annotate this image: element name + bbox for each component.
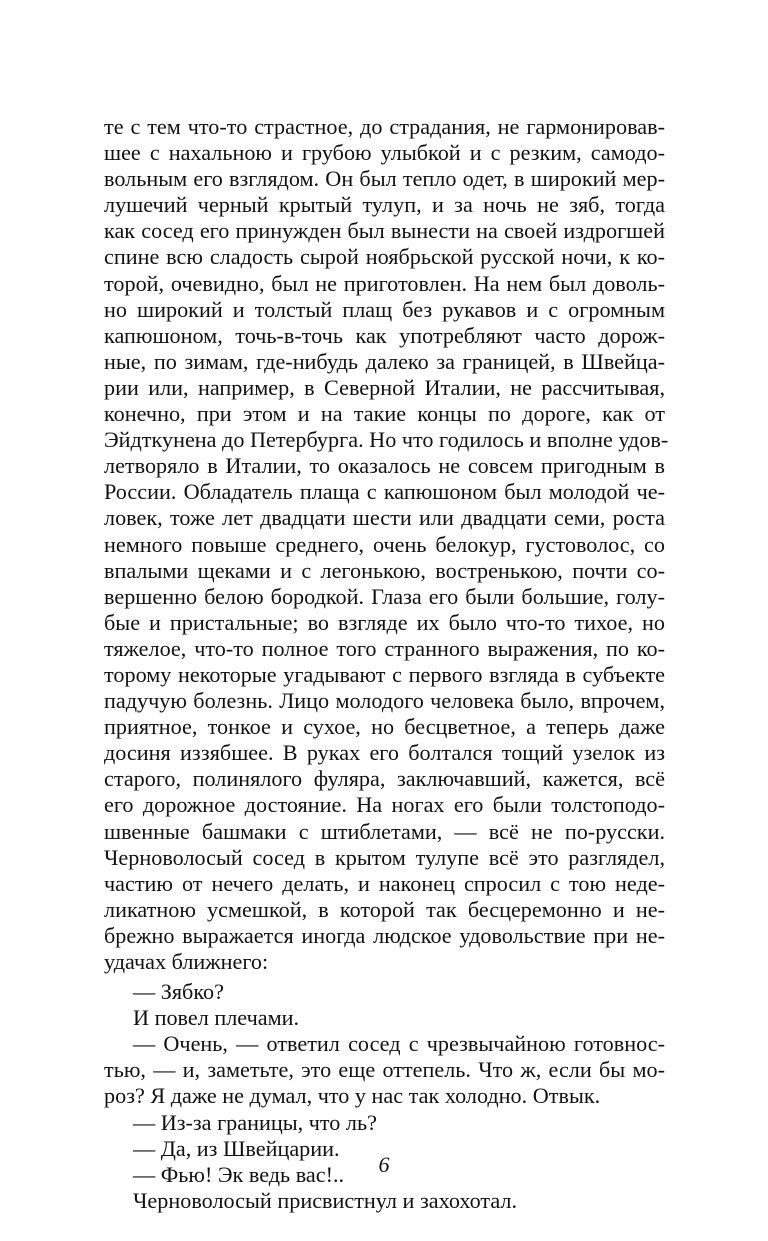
text-line: удачах ближнего: [104, 949, 269, 974]
dialogue-line: — Очень, — ответил сосед с чрезвычайною готовнос- [133, 1031, 665, 1057]
text-line: вершенно белою бородкой. Глаза его были большие, голу- [104, 583, 665, 609]
text-line: ликатною усмешкой, в которой так бесцеремонно и не- [104, 896, 665, 922]
text-line: шее с нахальною и грубою улыбкой и с резким, самодо- [104, 140, 665, 166]
text-line: досиня иззябшее. В руках его болтался тощий узелок из [104, 740, 665, 766]
text-line: приятное, тонкое и сухое, но бесцветное, а теперь даже [104, 714, 665, 740]
text-line: частию от нечего делать, и наконец спросил с тою неде- [104, 870, 665, 896]
dialogue-line: — Фью! Эк ведь вас!.. [133, 1161, 345, 1187]
text-line: впалыми щеками и с легонькою, востренькою, почти со- [104, 557, 665, 583]
dialogue-line: И повел плечами. [133, 1005, 300, 1031]
text-line: лушечий черный крытый тулуп, и за ночь не зяб, тогда [104, 192, 665, 218]
page-text [104, 114, 669, 1214]
dialogue-line: — Зябко? [133, 979, 224, 1005]
text-line: Эйдткунена до Петербурга. Но что годилось и вполне удов- [104, 427, 669, 453]
text-line: ловек, тоже лет двадцати шести или двадцати семи, роста [104, 505, 665, 531]
dialogue-line: — Из-за границы, что ль? [133, 1109, 377, 1135]
main-paragraph [104, 114, 669, 975]
text-line: брежно выражается иногда людское удовольствие при не- [104, 922, 665, 948]
text-line: падучую болезнь. Лицо молодого человека было, впрочем, [104, 688, 665, 714]
text-line: рии или, например, в Северной Италии, не рассчитывая, [104, 374, 665, 400]
text-line: спине всю сладость сырой ноябрьской русской ночи, к ко- [104, 244, 665, 270]
text-line: те с тем что-то страстное, до страдания, не гармонировав- [104, 114, 665, 139]
text-line: тяжелое, что-то полное того странного выражения, по ко- [104, 635, 665, 661]
text-line: как сосед его принужден был вынести на своей издрогшей [104, 218, 665, 244]
text-line: бые и пристальные; во взгляде их было что-то тихое, но [104, 609, 665, 635]
dialogue-line: тью, — и, заметьте, это еще оттепель. Что ж, если бы мо- [104, 1057, 665, 1083]
text-line: вольным его взглядом. Он был тепло одет, в широкий мер- [104, 166, 665, 192]
text-line: торой, очевидно, был не приготовлен. На нем был доволь- [104, 270, 665, 296]
dialogue-block [104, 979, 665, 1214]
text-line: конечно, при этом и на такие концы по дороге, как от [104, 401, 665, 427]
text-line: ные, по зимам, где-нибудь далеко за границей, в Швейца- [104, 348, 665, 374]
text-line: торому некоторые угадывают с первого взгляда в субъекте [104, 661, 665, 687]
page-number: 6 [378, 1152, 390, 1177]
text-line: капюшоном, точь-в-точь как употребляют часто дорож- [104, 322, 665, 348]
text-line: швенные башмаки с штиблетами, — всё не по-русски. [104, 818, 665, 844]
text-line: старого, полинялого фуляра, заключавший, кажется, всё [104, 766, 665, 792]
text-line: но широкий и толстый плащ без рукавов и с огромным [104, 296, 665, 322]
dialogue-line: роз? Я даже не думал, что у нас так холодно. Отвык. [104, 1083, 601, 1109]
text-line: России. Обладатель плаща с капюшоном был молодой че- [104, 479, 665, 505]
text-line: Черноволосый сосед в крытом тулупе всё это разглядел, [104, 844, 665, 870]
text-line: летворяло в Италии, то оказалось не совсем пригодным в [104, 453, 665, 479]
dialogue-line: Черноволосый присвистнул и захохотал. [133, 1187, 518, 1213]
text-line: немного повыше среднего, очень белокур, густоволос, со [104, 531, 665, 557]
text-line: его дорожное достояние. На ногах его были толстоподо- [104, 792, 665, 818]
dialogue-line: — Да, из Швейцарии. [133, 1135, 340, 1161]
